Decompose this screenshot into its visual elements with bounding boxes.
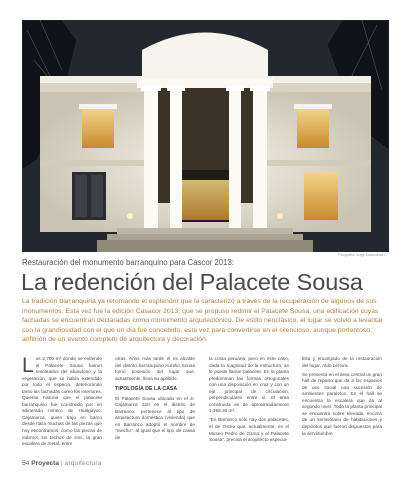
page-footer — [22, 459, 102, 468]
footer-separator: | — [60, 460, 63, 467]
column-4-paragraph-2: Se presenta en el área central un gran hall de reparto que da a los espacios de uso social una sucesión de ambientes paralelos. En el hall se encuentra la escalera que da al segundo nivel. Toda la planta principal se encuentra sobre elevada, encima de un semisótano de habitaciones y depósitos que fueron dispuestos para la servidumbre — [302, 371, 382, 436]
column-1-text: os 2,700 m² donde se extiende el Palacete Sousa fueron rescatados del abandono y la vegetación, que se había extendido por todo el espacio, deteriorando tanto las fachadas como los interiores. Quienla historia que el palacete barranquino fue construido por un adinerado minero de Hualgayoc, Cajamarca, quien trajo en barco desde Italia muchas de las piezas que hoy encontramos, como las piezas de mármol, los techos de zinc, la gran escalera de metal, entre — [22, 356, 102, 447]
palacete-photo — [22, 20, 389, 252]
article-column-2 — [115, 356, 195, 456]
column-2-paragraph-2: El Palacete Sousa ubicado en el Jr. Cajamarca 220 en el distrito de Barranco, pertenece al tipo de arquitectura doméstica (vivienda) que en Barranco adoptó el nombre de "rancho", al igual que el tipo de casas de — [115, 395, 195, 441]
column-3-paragraph-1: la costa peruana, pero en este caso, dada la magnitud de la estructura, se le puede llamar palacete. En la planta predominan las formas ortogonales con una disposición en cruz y con un eje principal de circulación, perpendiculares entre sí. El área construida es de aproximadamente 1,256.30 m². — [209, 356, 289, 414]
section-name: arquitectura — [64, 460, 102, 467]
column-4-paragraph-1: lista y encargado de la restauración del lugar, Aldo Lértora. — [302, 356, 382, 368]
section-heading: TIPOLOGÍA DE LA CASA — [115, 386, 178, 393]
photo-credit: Fotografía: Jorge Salamanca F. — [338, 253, 387, 257]
article-title: La redención del Palacete Sousa — [21, 269, 363, 295]
article-column-3 — [209, 356, 289, 456]
article-column-1 — [22, 356, 102, 456]
column-2-paragraph-1: otras. Años más tarde el ex alcalde del distrito barranquino Aurelio Sousa tomó posesión del lugar que, actualmente, lleva su apellido. — [115, 356, 195, 381]
magazine-name: Proyecta — [31, 460, 60, 467]
column-3-paragraph-2: "En Barranco sólo hay dos palacetes, el de Osma que, actualmente, es el Museo Pedro de Osma y el Palacete Sousa", precisa el arquitecto especia- — [209, 417, 289, 443]
drop-cap: L — [22, 356, 34, 377]
page-number: 54 — [22, 460, 30, 467]
column-1-paragraph — [22, 356, 102, 448]
article-lead: La tradición barranquina ya retomando el esplendor que la caracterizó a través de la recuperación de algunos de sus monumentos. Esta vez fue la edición Casacor 2013, que se propuso redimir el Palacete Sousa, una edificación cuyas fachadas se encuentran declaradas como monumento arquitectónico. De estilo neoclásico, el lugar se volvió a levantar con la grandiosidad con el que un día fue concebido, esta vez para convertirse en el silencioso, aunque portentoso, anfitrión de un evento completo de arquitectura y decoración. — [22, 298, 384, 343]
article-kicker: Restauración del monumento barranquino para Cascor 2013: — [22, 258, 234, 267]
article-column-4 — [302, 356, 382, 456]
front-steps — [97, 228, 313, 252]
